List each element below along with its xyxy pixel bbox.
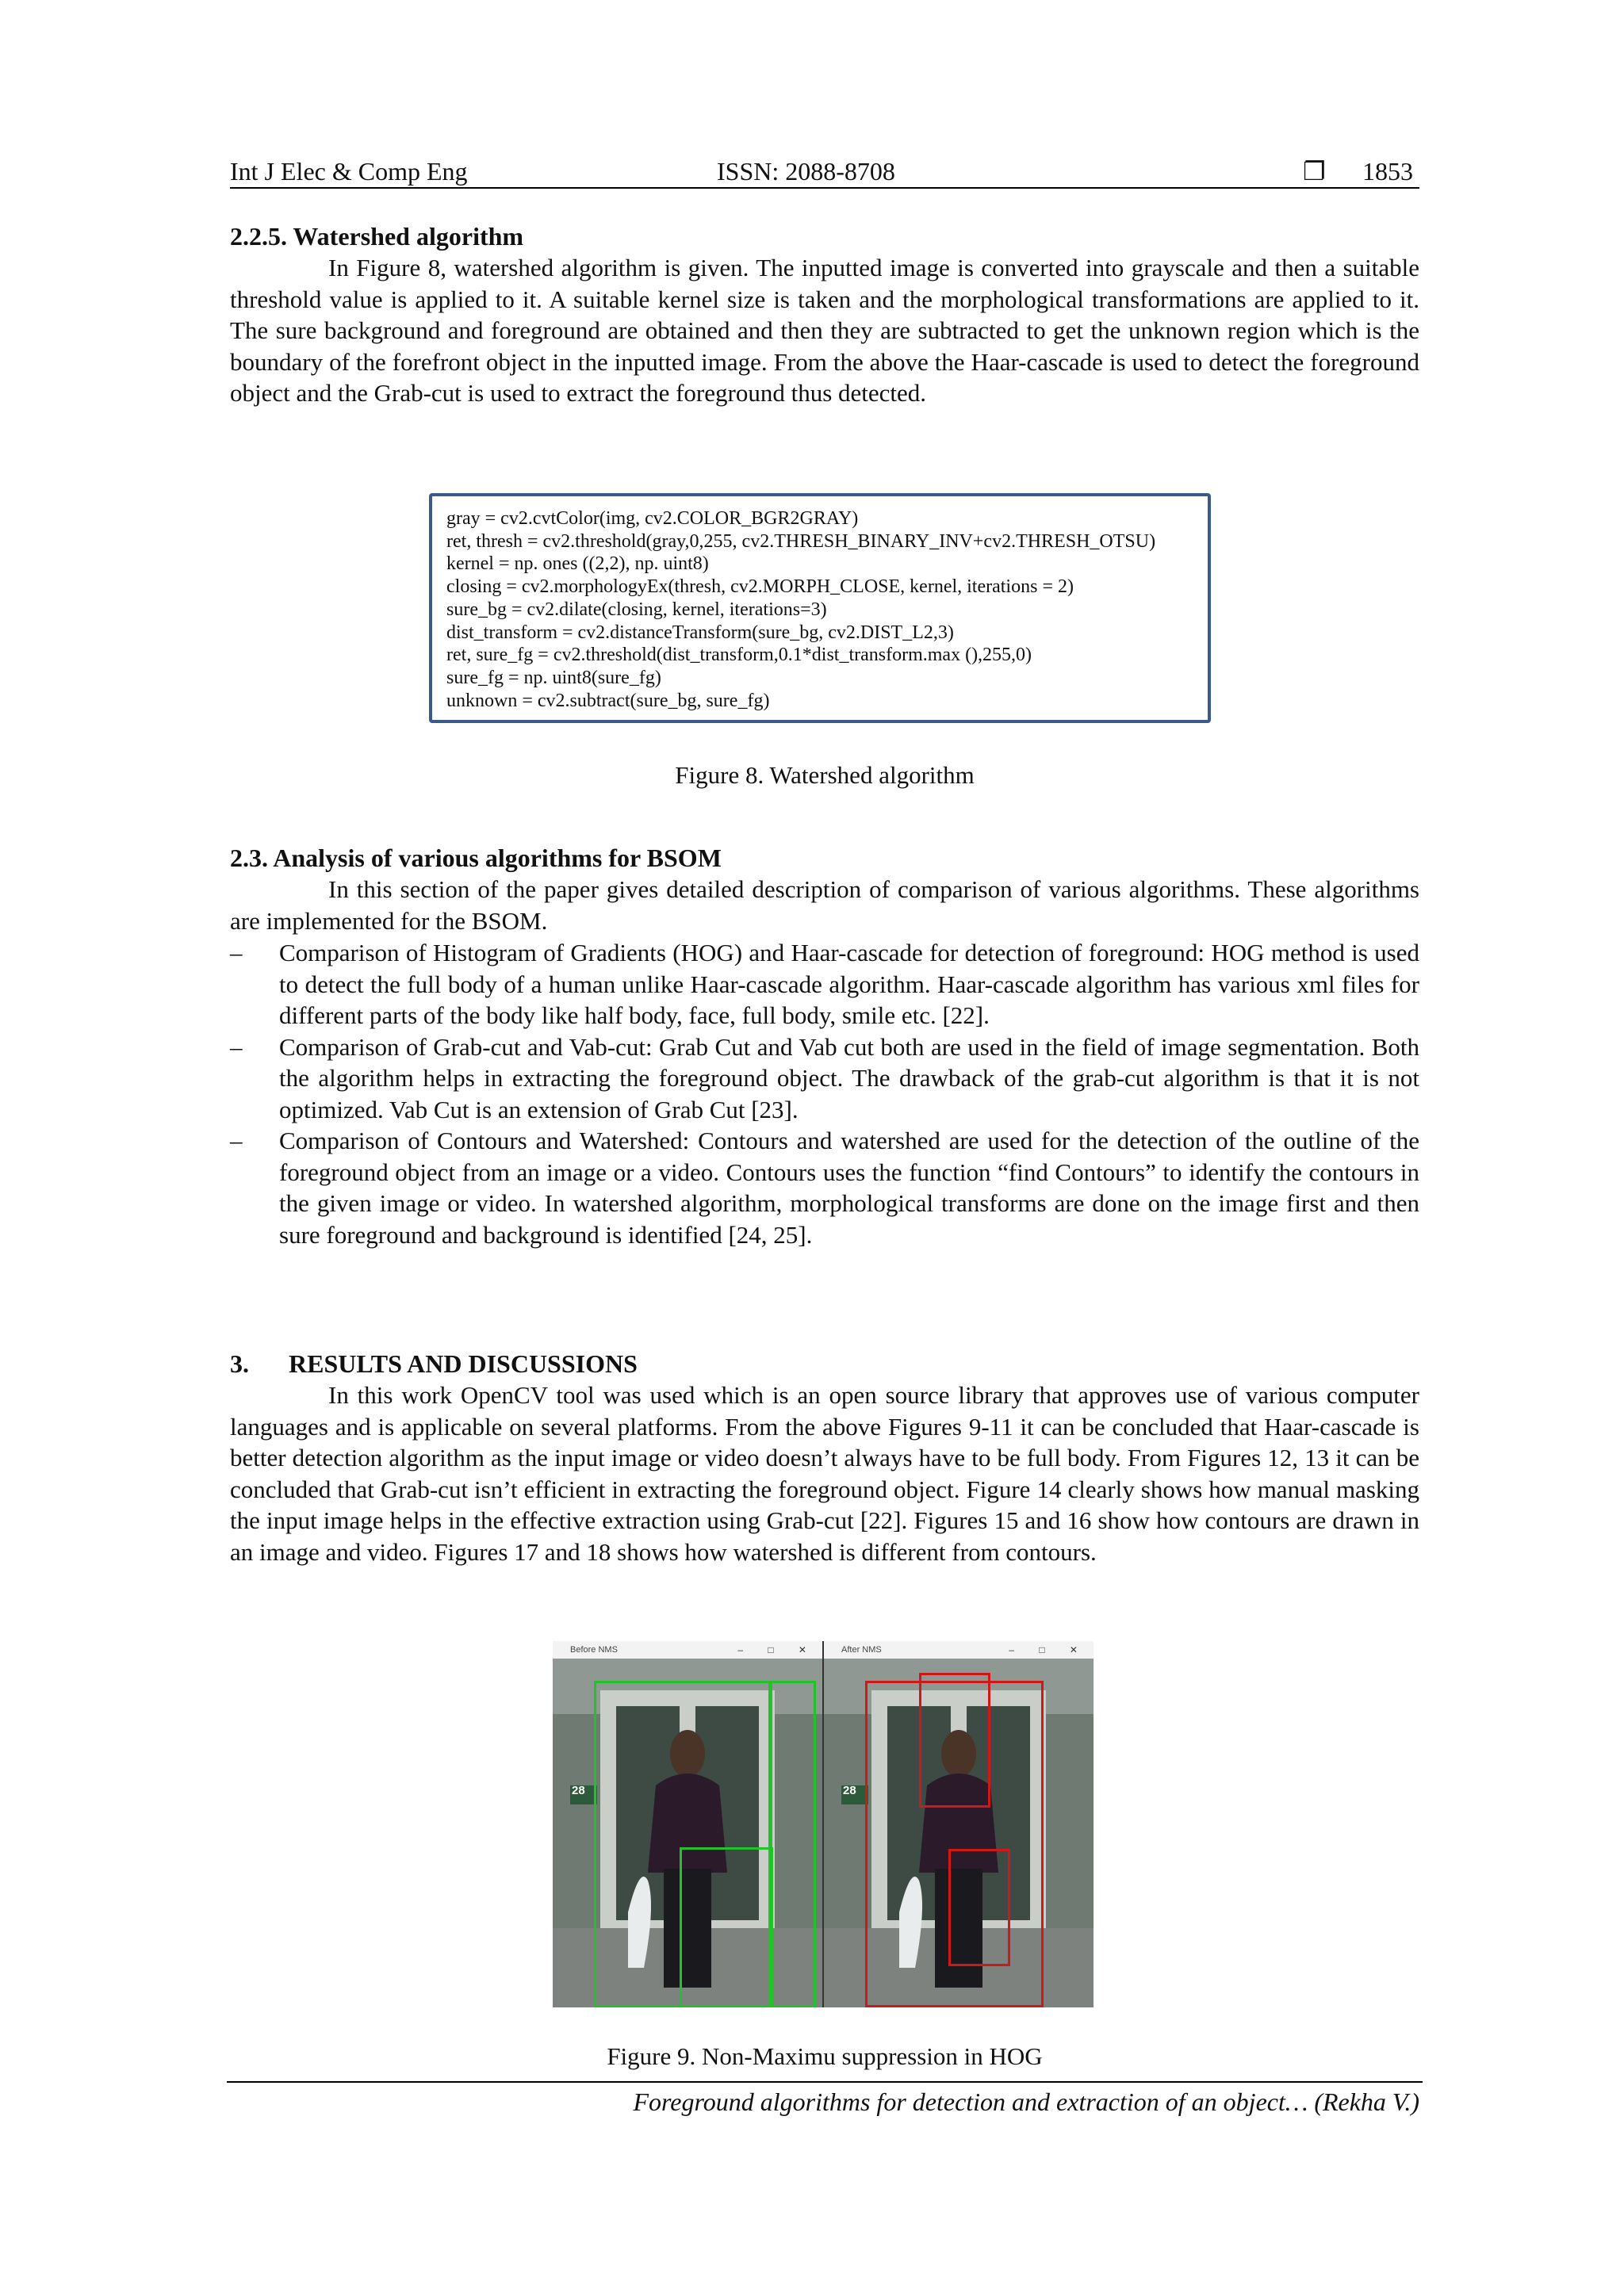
code-line: sure_bg = cv2.dilate(closing, kernel, iterations=3) [446, 599, 827, 620]
comparison-list [230, 937, 1419, 1250]
section-heading-225: 2.2.5. Watershed algorithm [230, 222, 524, 251]
page-number: 1853 [1362, 157, 1413, 186]
footer-rule [227, 2081, 1423, 2083]
code-line: sure_fg = np. uint8(sure_fg) [446, 667, 661, 688]
code-line: gray = cv2.cvtColor(img, cv2.COLOR_BGR2GRAY) [446, 508, 859, 529]
page-marker-icon: ❐ [1303, 157, 1326, 186]
nms-detection-box [948, 1849, 1010, 1966]
journal-name: Int J Elec & Comp Eng [230, 157, 468, 186]
list-item [230, 1125, 1419, 1250]
list-item [230, 937, 1419, 1031]
window-controls: – □ ✕ [1009, 1644, 1089, 1655]
header-rule [230, 187, 1419, 189]
section-3-paragraph [230, 1380, 1419, 1567]
window-titlebar [553, 1641, 822, 1659]
window-title: Before NMS [570, 1645, 618, 1655]
bullet-dash: – [230, 1127, 243, 1154]
section-3-text: In this work OpenCV tool was used which is an open source library that approves use of various computer languages and is applicable on several platforms. From the above Figures 9-11 it can be concluded that Haar-cascade is better detection algorithm as the input image or video doesn’t always have to be full body. From Figures 12, 13 it can be concluded that Grab-cut isn’t efficient in extracting the foreground object. Figure 14 clearly shows how manual masking the input image helps in the effective extraction using Grab-cut [22]. Figures 15 and 16 show how contours are drawn in an image and video. Figures 17 and 18 shows how watershed is different from contours. [230, 1381, 1419, 1566]
code-line: kernel = np. ones ((2,2), np. uint8) [446, 553, 709, 575]
code-line: closing = cv2.morphologyEx(thresh, cv2.MORPH_CLOSE, kernel, iterations = 2) [446, 576, 1074, 598]
hog-detection-box [768, 1681, 816, 2007]
figure-8-code-box [429, 493, 1211, 723]
list-item-text: Comparison of Grab-cut and Vab-cut: Grab Cut and Vab cut both are used in the field of image segmentation. Both the algorithm helps in extracting the foreground object. The drawback of the grab-cut algorithm is that it is not optimized. Vab Cut is an extension of Grab Cut [23]. [279, 1032, 1419, 1123]
hog-detection-box [680, 1847, 773, 2007]
section-heading-3: RESULTS AND DISCUSSIONS [289, 1349, 638, 1378]
section-23-text: In this section of the paper gives detailed description of comparison of various algorithms. These algorithms are implemented for the BSOM. [230, 875, 1419, 935]
nms-detection-box [919, 1673, 990, 1808]
bullet-dash: – [230, 1032, 243, 1061]
section-23-paragraph [230, 874, 1419, 936]
figure-8-caption: Figure 8. Watershed algorithm [675, 761, 975, 789]
window-title: After NMS [841, 1645, 882, 1655]
code-line: ret, sure_fg = cv2.threshold(dist_transform,0.1*dist_transform.max (),255,0) [446, 645, 1032, 666]
code-line: dist_transform = cv2.distanceTransform(sure_bg, cv2.DIST_L2,3) [446, 622, 954, 643]
issn: ISSN: 2088-8708 [717, 157, 895, 186]
figure-9-image [553, 1641, 1094, 2007]
window-titlebar [824, 1641, 1094, 1659]
section-number-3: 3. [230, 1349, 249, 1378]
list-item-text: Comparison of Contours and Watershed: Contours and watershed are used for the detection of the outline of the foreground object from an image or a video. Contours uses the function “find Contours” to identify the contours in the given image or video. In watershed algorithm, morphological transforms are done on the image first and then sure foreground and background is identified [24, 25]. [279, 1127, 1419, 1249]
code-line: unknown = cv2.subtract(sure_bg, sure_fg) [446, 690, 770, 711]
after-nms-window [824, 1641, 1094, 2007]
bullet-dash: – [230, 939, 243, 966]
code-line: ret, thresh = cv2.threshold(gray,0,255, cv2.THRESH_BINARY_INV+cv2.THRESH_OTSU) [446, 530, 1156, 552]
figure-9-caption: Figure 9. Non-Maximu suppression in HOG [607, 2042, 1043, 2070]
sign-number: 28 [572, 1784, 585, 1797]
section-225-paragraph [230, 252, 1419, 409]
before-nms-window [553, 1641, 822, 2007]
list-item [230, 1031, 1419, 1126]
list-item-text: Comparison of Histogram of Gradients (HOG) and Haar-cascade for detection of foreground: HOG method is used to detect the full body of a human unlike Haar-cascade algorithm. Haar-cascade algorithm has various xml files for different parts of the body like half body, face, full body, smile etc. [22]. [279, 939, 1419, 1029]
running-title: Foreground algorithms for detection and extraction of an object… (Rekha V.) [633, 2087, 1419, 2116]
window-controls: – □ ✕ [737, 1644, 818, 1655]
section-225-text: In Figure 8, watershed algorithm is given. The inputted image is converted into grayscale and then a suitable threshold value is applied to it. A suitable kernel size is taken and the morphological transformations are applied to it. The sure background and foreground are obtained and then they are subtracted to get the unknown region which is the boundary of the forefront object in the inputted image. From the above the Haar-cascade is used to detect the foreground object and the Grab-cut is used to extract the foreground thus detected. [230, 254, 1419, 407]
section-heading-23: 2.3. Analysis of various algorithms for BSOM [230, 844, 722, 872]
sign-number: 28 [843, 1784, 856, 1797]
